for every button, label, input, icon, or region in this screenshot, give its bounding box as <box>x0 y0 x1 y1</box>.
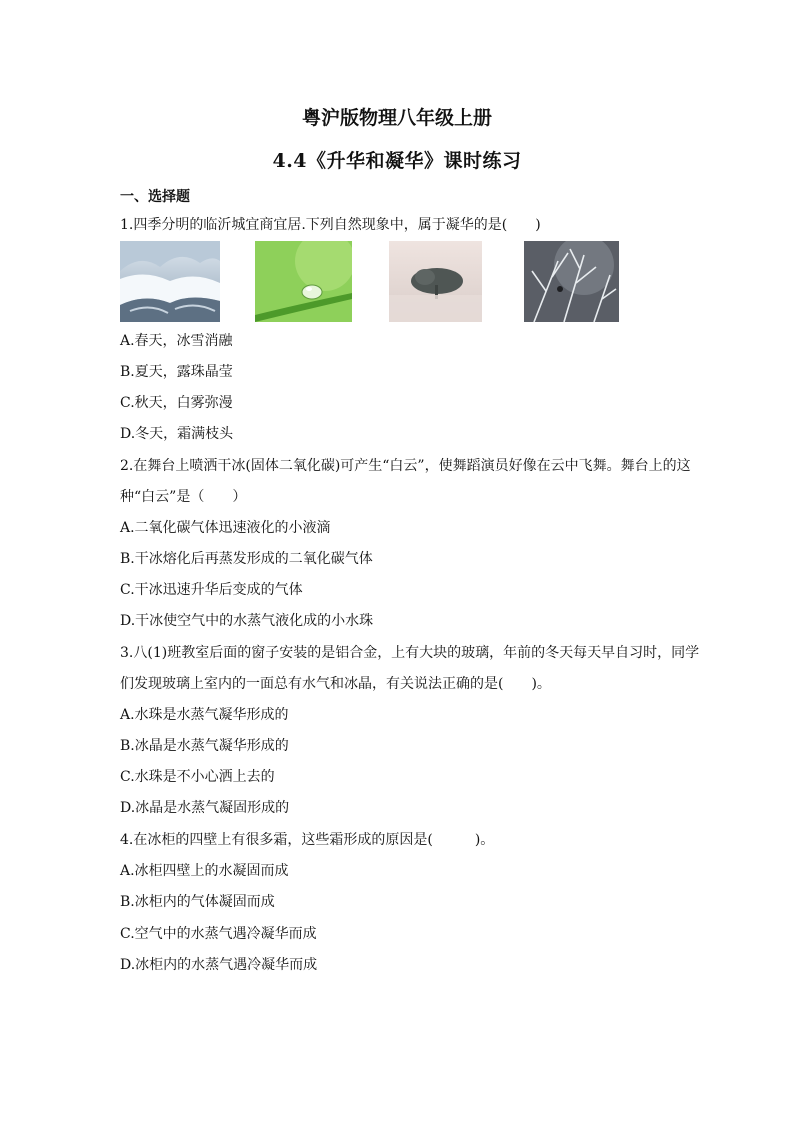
question-4-stem: 4.在冰柜的四壁上有很多霜，这些霜形成的原因是( )。 <box>120 832 495 848</box>
question-3-stem-line-2: 们发现玻璃上室内的一面总有水气和冰晶，有关说法正确的是( )。 <box>120 676 551 692</box>
question-3-option-b: B.冰晶是水蒸气凝华形成的 <box>120 738 289 754</box>
question-2-option-a: A.二氧化碳气体迅速液化的小液滴 <box>120 520 331 536</box>
document-title: 粤沪版物理八年级上册 <box>301 107 492 129</box>
question-4-option-d: D.冰柜内的水蒸气遇冷凝华而成 <box>120 957 318 973</box>
question-1-option-b: B.夏天，露珠晶莹 <box>120 364 233 380</box>
question-2-option-c: C.干冰迅速升华后变成的气体 <box>120 582 303 598</box>
question-4-option-c: C.空气中的水蒸气遇冷凝华而成 <box>120 926 317 942</box>
question-2-option-d: D.干冰使空气中的水蒸气液化成的小水珠 <box>120 613 374 629</box>
question-4-option-a: A.冰柜四壁上的水凝固而成 <box>120 863 289 879</box>
frost-branch-photo <box>524 241 619 322</box>
document-subtitle: 4.4《升华和凝华》课时练习 <box>272 150 522 172</box>
question-1-images <box>0 241 794 325</box>
melting-ice-photo <box>120 241 220 322</box>
question-1-option-a: A.春天，冰雪消融 <box>120 333 233 349</box>
section-heading: 一、选择题 <box>120 189 190 205</box>
question-2-stem-line-1: 2.在舞台上喷洒干冰(固体二氧化碳)可产生“白云”，使舞蹈演员好像在云中飞舞。舞台上的这 <box>120 458 691 474</box>
question-3-option-c: C.水珠是不小心洒上去的 <box>120 769 275 785</box>
question-1-option-d: D.冬天，霜满枝头 <box>120 426 234 442</box>
dew-drop-photo <box>255 241 352 322</box>
question-2-option-b: B.干冰熔化后再蒸发形成的二氧化碳气体 <box>120 551 373 567</box>
question-3-option-d: D.冰晶是水蒸气凝固形成的 <box>120 800 290 816</box>
question-3-option-a: A.水珠是水蒸气凝华形成的 <box>120 707 289 723</box>
fog-photo <box>389 241 482 322</box>
question-1-stem: 1.四季分明的临沂城宜商宜居.下列自然现象中，属于凝华的是( ) <box>120 217 541 233</box>
question-2-stem-line-2: 种“白云”是（ ） <box>120 489 247 505</box>
question-4-option-b: B.冰柜内的气体凝固而成 <box>120 894 275 910</box>
question-1-option-c: C.秋天，白雾弥漫 <box>120 395 233 411</box>
question-3-stem-line-1: 3.八(1)班教室后面的窗子安装的是铝合金，上有大块的玻璃，年前的冬天每天早自习时，同学 <box>120 645 700 661</box>
